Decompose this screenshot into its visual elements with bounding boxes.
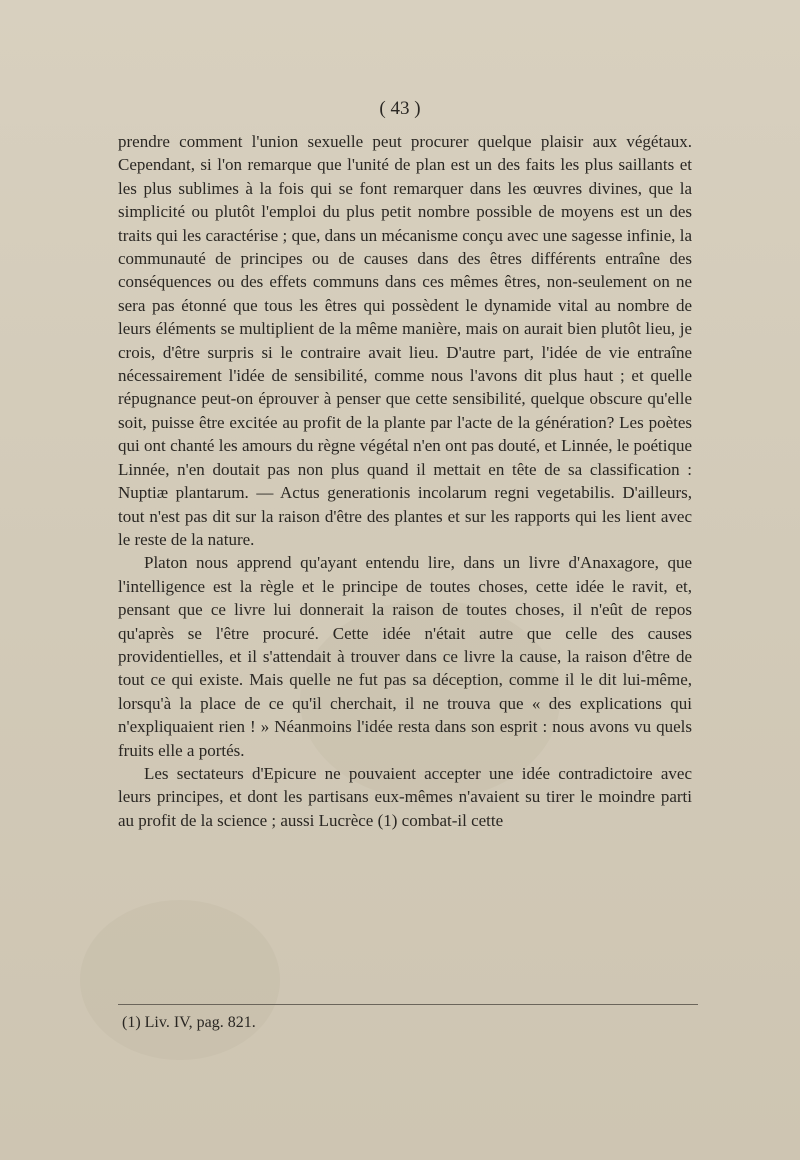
paper-stain: [80, 900, 280, 1060]
body-text: [118, 130, 692, 832]
footnote-divider: [118, 1004, 698, 1005]
paragraph: prendre comment l'union sexuelle peut procurer quelque plaisir aux végétaux. Cependant, si l'on remarque que l'unité de plan est un des faits les plus saillants et les plus sublimes à la fois qui se font remarquer dans les œuvres divines, que la simplicité ou plutôt l'emploi du plus petit nombre possible de moyens est un des traits qui les caractérise ; que, dans un mécanisme conçu avec une sagesse infinie, la communauté de principes ou de causes dans des êtres différents entraîne des conséquences ou des effets communs dans ces mêmes êtres, non-seulement on ne sera pas étonné que tous les êtres qui possèdent le dynamide vital au nombre de leurs éléments se multiplient de la même manière, mais on aurait bien plutôt lieu, je crois, d'être surpris si le contraire avait lieu. D'autre part, l'idée de vie entraîne nécessairement l'idée de sensibilité, comme nous l'avons dit plus haut ; et quelle répugnance peut-on éprouver à penser que cette sensibilité, quelque obscure qu'elle soit, puisse être excitée au profit de la plante par l'acte de la génération? Les poètes qui ont chanté les amours du règne végétal n'en ont pas douté, et Linnée, le poétique Linnée, n'en doutait pas non plus quand il mettait en tête de sa classification : Nuptiæ plantarum. — Actus generationis incolarum regni vegetabilis. D'ailleurs, tout n'est pas dit sur la raison d'être des plantes et sur les rapports qui les lient avec le reste de la nature.: [118, 132, 692, 549]
paragraph: Platon nous apprend qu'ayant entendu lire, dans un livre d'Anaxagore, que l'intelligence est la règle et le principe de toutes choses, cette idée le ravit, et, pensant que ce livre lui donnerait la raison de toutes choses, il n'eût de repos qu'après se l'être procuré. Cette idée n'était autre que celle des causes providentielles, et il s'attendait à trouver dans ce livre la cause, la raison d'être de tout ce qui existe. Mais quelle ne fut pas sa déception, comme il le dit lui-même, lorsqu'à la place de ce qu'il cherchait, il ne trouva que « des explications qui n'expliquaient rien ! » Néanmoins l'idée resta dans son esprit : nous avons vu quels fruits elle a portés.: [118, 553, 692, 760]
page-number: ( 43 ): [379, 98, 421, 119]
footnote: (1) Liv. IV, pag. 821.: [122, 1014, 256, 1031]
paragraph: Les sectateurs d'Epicure ne pouvaient accepter une idée contradictoire avec leurs principes, et dont les partisans eux-mêmes n'avaient su tirer le moindre parti au profit de la science ; aussi Lucrèce (1) combat-il cette: [118, 763, 692, 830]
